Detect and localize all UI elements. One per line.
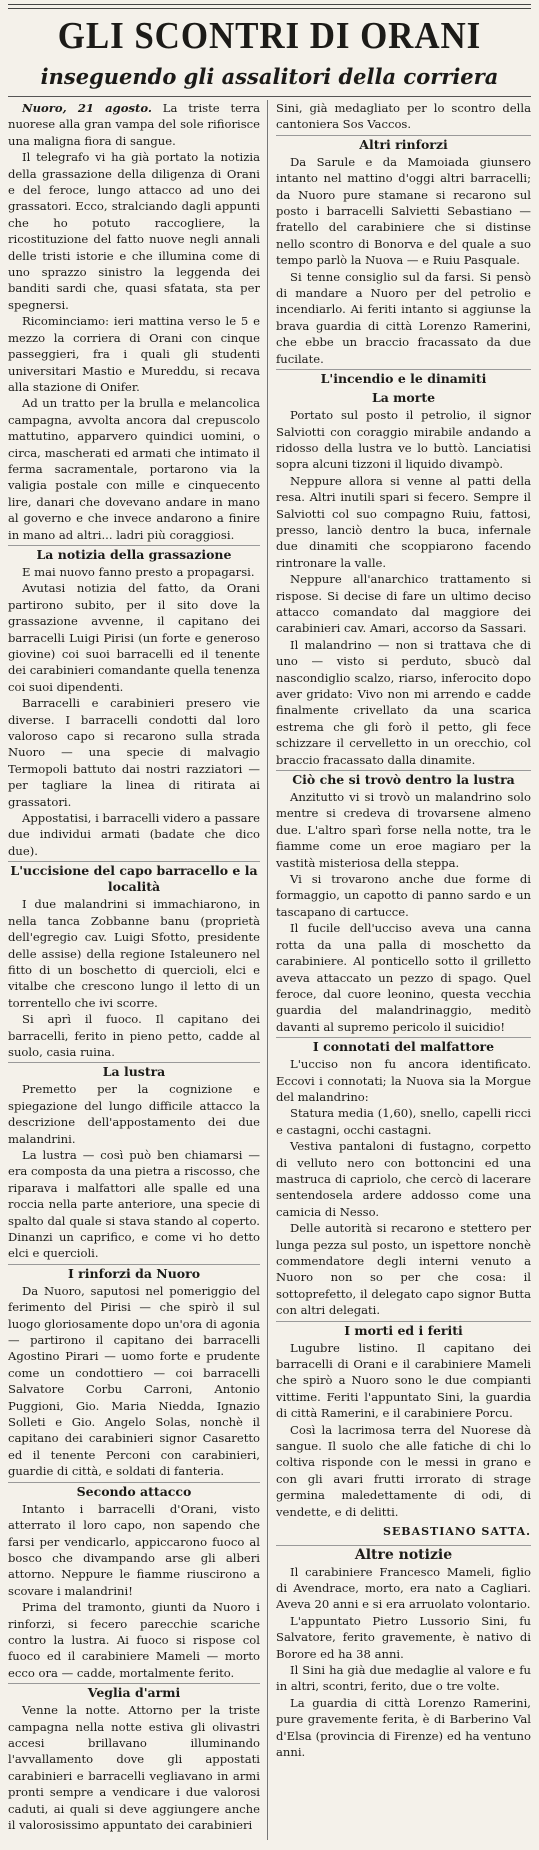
- section-heading: Altre notizie: [276, 1545, 531, 1563]
- column-divider: [267, 100, 268, 1840]
- paragraph: Intanto i barracelli d'Orani, visto atterrato il loro capo, non sapendo che farsi per vendicarlo, appiccarono fuoco al bosco che divampando arse gli alberi attorno. Neppure le fiamme riuscirono a scovare i malandrini!: [8, 1501, 260, 1598]
- author-signature: SEBASTIANO SATTA.: [382, 1525, 531, 1539]
- column-left: [8, 100, 260, 1845]
- paragraph: I due malandrini si immachiarono, in nella tanca Zobbanne banu (proprietà dell'egregio cav. Luigi Sfotto, presidente delle assise) della regione Istaleunero nel fitto di un boschetto di quercioli, elci e vitalbe che crescono lungo il letto di un torrentello che ivi scorre.: [8, 897, 260, 1010]
- paragraph: La guardia di città Lorenzo Ramerini, pure gravemente ferita, è di Barberino Val d'Elsa (provincia di Firenze) ed ha ventuno anni.: [276, 1695, 531, 1759]
- paragraph: E mai nuovo fanno presto a propagarsi.: [22, 564, 255, 579]
- paragraph: Portato sul posto il petrolio, il signor Salviotti con coraggio mirabile andando a ridosso della lustra ve lo buttò. Lanciatisi sopra alcuni tizzoni il liquido divampò.: [276, 408, 531, 472]
- paragraph: Barracelli e carabinieri presero vie diverse. I barracelli condotti dal loro valoroso capo si recarono sulla strada Nuoro — una specie di malvagio Termopoli battuto dai nostri razziatori — per tagliare la linea di ritirata ai grassatori.: [8, 696, 260, 809]
- paragraph: L'ucciso non fu ancora identificato. Eccovi i connotati; la Nuova sia la Morgue del malandrino:: [276, 1057, 531, 1104]
- paragraph: [8, 100, 260, 149]
- paragraph-text: La triste terra nuorese alla gran vampa del sole rifiorisce una maligna fiora di sangue.: [8, 101, 260, 148]
- paragraph: Si tenne consiglio sul da farsi. Si pensò di mandare a Nuoro per del petrolio e incendiarlo. Ai feriti intanto si aggiunse la brava guardia di città Lorenzo Ramerini, che ebbe un braccio fracassato da due fucilate.: [276, 269, 531, 366]
- section-heading: Ciò che si trovò dentro la lustra: [276, 770, 531, 788]
- paragraph: Il fucile dell'ucciso aveva una canna rotta da una palla di moschetto da carabiniere. Al ponticello sotto il grilletto aveva attaccato un pezzo di spago. Quel feroce, dal cuore leonino, questa vecchia guardia del malandrinaggio, meditò davanti al supremo pericolo il suicidio!: [276, 921, 531, 1034]
- paragraph: Appostatisi, i barracelli videro a passare due individui armati (badate che dico due).: [8, 811, 260, 858]
- paragraph: Prima del tramonto, giunti da Nuoro i rinforzi, si fecero parecchie scariche contro la lustra. Ai fuoco si rispose col fuoco ed il carabiniere Mameli — morto ecco ora — cadde, mortalmente ferito.: [8, 1600, 260, 1680]
- paragraph: Neppure allora si venne al patti della resa. Altri inutili spari si fecero. Sempre il Salviotti col suo compagno Ruiu, fattosi, presso, lanciò dentro la buca, infernale due dinamiti che scoppiarono facendo rintronare la valle.: [276, 473, 531, 570]
- header-rule: [8, 96, 531, 97]
- paragraph: Vi si trovarono anche due forme di formaggio, un capotto di panno sardo e un tascapano di cartucce.: [276, 872, 531, 919]
- paragraph: Anzitutto vi si trovò un malandrino solo mentre si credeva di trovarsene almeno due. L'altro sparì forse nella notte, tra le fiamme come un eroe magiaro per la vastità misteriosa della steppa.: [276, 790, 531, 870]
- paragraph: Da Nuoro, saputosi nel pomeriggio del ferimento del Pirisi — che spirò il sul luogo gloriosamente dopo un'ora di agonia — partirono il capitano dei barracelli Agostino Pirari — uomo forte e prudente come un condottiero — coi barracelli Salvatore Corbu Carroni, Antonio Puggioni, Gio. Maria Niedda, Ignazio Solleti e Gio. Angelo Solas, nonchè il capitano dei carabinieri signor Casaretto ed il tenente Perconi con carabinieri, guardie di città, e soldati di fanteria.: [8, 1283, 260, 1479]
- paragraph: Si aprì il fuoco. Il capitano dei barracelli, ferito in pieno petto, cadde al suolo, casia ruina.: [8, 1012, 260, 1059]
- headline: GLI SCONTRI DI ORANI: [57, 15, 482, 57]
- paragraph: La lustra — così può ben chiamarsi — era composta da una pietra a riscosso, che riparava i malfattori alle spalle ed una roccia nella parte anteriore, una specie di spalto dal quale si stava stando al coperto. Dinanzi un caprifico, e come vi ho detto elci e quercioli.: [8, 1147, 260, 1261]
- section-heading: Altri rinforzi: [276, 135, 531, 153]
- section-heading: Veglia d'armi: [8, 1683, 260, 1701]
- paragraph: Venne la notte. Attorno per la triste campagna nella notte estiva gli olivastri accesi brillavano illuminando l'avvallamento dove gli appostati carabinieri e barracelli vegliavano in armi pronti sempre a vendicare i due valorosi caduti, ai quali si deve aggiungere anche il valorosissimo appuntato dei carabinieri: [8, 1703, 260, 1832]
- dateline: Nuoro, 21 agosto.: [22, 101, 152, 115]
- paragraph: Il Sini ha già due medaglie al valore e fu in altri, scontri, ferito, due o tre volte.: [276, 1662, 531, 1694]
- paragraph: Lugubre listino. Il capitano dei barracelli di Orani e il carabiniere Mameli che spirò a Nuoro sono le due compianti vittime. Feriti l'appuntato Sini, la guardia di città Ramerini, e il carabiniere Porcu.: [276, 1340, 531, 1421]
- paragraph: Il carabiniere Francesco Mameli, figlio di Avendrace, morto, era nato a Cagliari. Aveva 20 anni e si era arruolato volontario.: [276, 1564, 531, 1612]
- paragraph: Premetto per la cognizione e spiegazione del lungo difficile attacco la descrizione dell'appostamento dei due malandrini.: [8, 1082, 260, 1146]
- paragraph: Statura media (1,60), snello, capelli ricci e castagni, occhi castagni.: [276, 1106, 531, 1137]
- paragraph: Avutasi notizia del fatto, da Orani partirono subito, per il sito dove la grassazione avvenne, il capitano dei barracelli Luigi Pirisi (un forte e generoso giovine) coi suoi barracelli ed il tenente dei carabinieri comandante quella tenenza coi suoi dipendenti.: [8, 581, 260, 694]
- section-heading: I connotati del malfattore: [276, 1037, 531, 1055]
- section-heading: L'incendio e le dinamiti: [276, 369, 531, 387]
- paragraph: L'appuntato Pietro Lussorio Sini, fu Salvatore, ferito gravemente, è nativo di Borore ed ha 38 anni.: [276, 1613, 531, 1661]
- column-right: [276, 100, 531, 1845]
- section-heading: La notizia della grassazione: [8, 545, 260, 563]
- paragraph: Ricominciamo: ieri mattina verso le 5 e mezzo la corriera di Orani con cinque passeggieri, fra i quali gli studenti universitari Mastio e Mureddu, si recava alla stazione di Onifer.: [8, 314, 260, 394]
- paragraph: Neppure all'anarchico trattamento si rispose. Si decise di fare un ultimo deciso attacco comandato dal maggiore dei carabinieri cav. Amari, accorso da Sassari.: [276, 572, 531, 636]
- section-subheading: La morte: [371, 390, 436, 406]
- section-heading: I morti ed i feriti: [276, 1321, 531, 1339]
- paragraph: Il telegrafo vi ha già portato la notizia della grassazione della diligenza di Orani e del feroce, lungo attacco ad uno dei grassatori. Ecco, stralciando dagli appunti che ho potuto raccogliere, la ricostituzione del fatto nuove negli annali delle tristi istorie e che illumina come di uno sprazzo sinistro la leggenda dei banditi sardi che, quasi sfatata, sta per spegnersi.: [8, 150, 260, 312]
- section-heading: I rinforzi da Nuoro: [8, 1264, 260, 1282]
- section-heading: La lustra: [8, 1062, 260, 1080]
- paragraph: Il malandrino — non si trattava che di uno — visto si perduto, sbucò dal nascondiglio scalzo, riarso, inferocito dopo aver gridato: Vivo non mi arrendo e cadde finalmente crivellato da una scarica estrema che gli forò il petto, gli fece schizzare il cervelletto in un orecchio, col braccio fracassato dalla dinamite.: [276, 637, 531, 767]
- paragraph: Ad un tratto per la brulla e melancolica campagna, avvolta ancora dal crepuscolo mattutino, apparvero quindici uomini, o circa, mascherati ed armati che intimato il ferma sacramentale, portarono via la valigia postale con mille e cinquecento lire, danari che dovevano andare in mano al governo e che invece andarono a finire in mano ad altri... ladri più coraggiosi.: [8, 396, 260, 542]
- section-heading: L'uccisione del capo barracello e la località: [8, 861, 260, 895]
- paragraph: Da Sarule e da Mamoiada giunsero intanto nel mattino d'oggi altri barracelli; da Nuoro pure stamane si recarono sul posto i barracelli Salvietti Sebastiano — fratello del carabiniere che si distinse nello scontro di Bonorva e del quale a suo tempo parlò la Nuova — e Ruiu Pasquale.: [276, 154, 531, 268]
- paragraph: Sini, già medagliato per lo scontro della cantoniera Sos Vaccos.: [276, 101, 531, 132]
- paragraph: Delle autorità si recarono e stettero per lunga pezza sul posto, un ispettore nonchè commendatore degli interni venuto a Nuoro non so per che cosa: il sottoprefetto, il delegato capo signor Butta con altri delegati.: [276, 1221, 531, 1318]
- section-heading: Secondo attacco: [8, 1482, 260, 1500]
- paragraph: Così la lacrimosa terra del Nuorese dà sangue. Il suolo che alle fatiche di chi lo coltiva risponde con le messi in grano e con gli avari frutti irrorato di strage germina maledettamente di odi, di vendette, e di delitti.: [276, 1422, 531, 1519]
- top-rule: [8, 4, 531, 9]
- paragraph: Vestiva pantaloni di fustagno, corpetto di velluto nero con bottoncini ed una mastruca di capriolo, che cercò di lacerare sentendosela ardere addosso come una camicia di Nesso.: [276, 1139, 531, 1219]
- subheadline: inseguendo gli assalitori della corriera: [40, 64, 499, 89]
